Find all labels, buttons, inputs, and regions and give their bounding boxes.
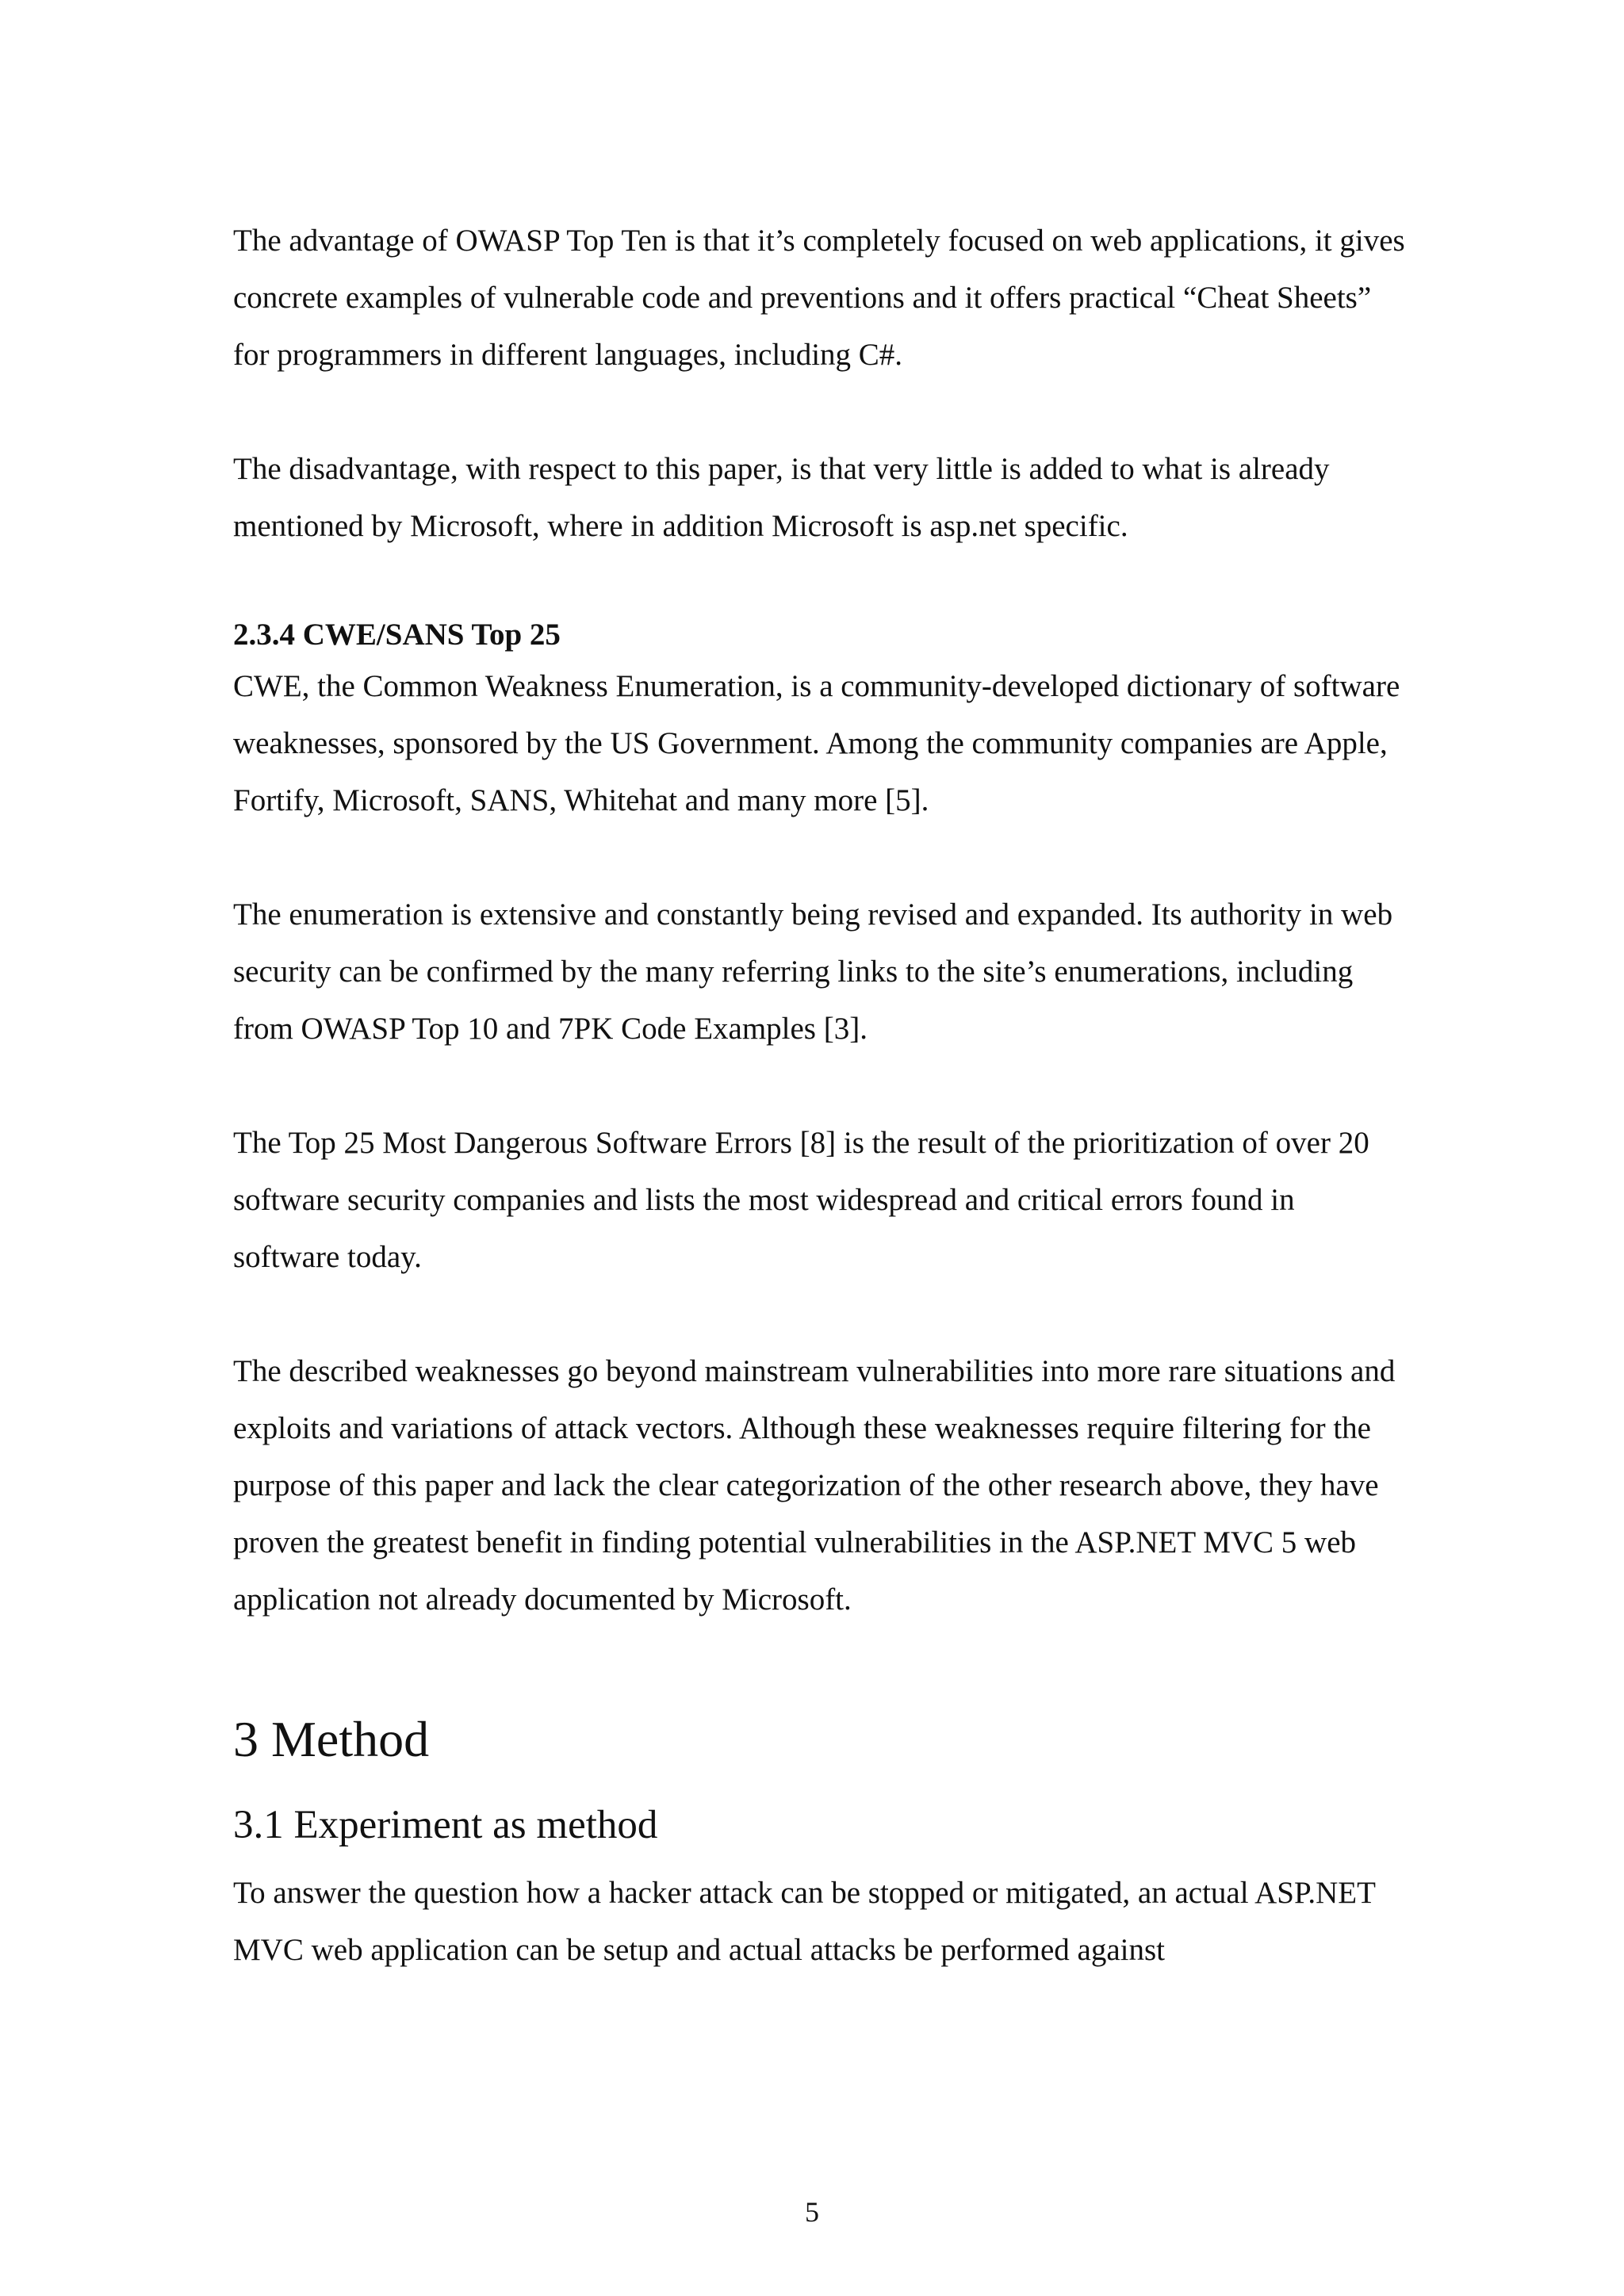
heading-cwe-sans-top-25: 2.3.4 CWE/SANS Top 25 bbox=[233, 618, 561, 652]
section-gap bbox=[233, 1628, 1407, 1708]
paragraph-method-intro: To answer the question how a hacker attack can be stopped or mitigated, an actual ASP.NET MVC web application can be setup and actual attacks be performed against bbox=[233, 1876, 1376, 1967]
paragraph-gap bbox=[233, 555, 1407, 612]
heading-gap bbox=[233, 1850, 1407, 1865]
paragraph-gap bbox=[233, 1286, 1407, 1343]
paragraph-owasp-disadvantage: The disadvantage, with respect to this paper, is that very little is added to what is already mentioned by Microsoft, where in addition Microsoft is asp.net specific. bbox=[233, 452, 1330, 543]
paragraph-cwe-intro: CWE, the Common Weakness Enumeration, is a community-developed dictionary of software weaknesses, sponsored by the US Government. Among the community companies are Apple, Fortify, Microsoft, SANS, Whitehat and many more [5]. bbox=[233, 669, 1400, 817]
heading-method: 3 Method bbox=[233, 1711, 430, 1767]
paragraph-cwe-weaknesses: The described weaknesses go beyond mainstream vulnerabilities into more rare situations and exploits and variations of attack vectors. Although these weaknesses require filtering for the purpose of this paper and lack the clear categorization of the other research above, they have proven the greatest benefit in finding potential vulnerabilities in the ASP.NET MVC 5 web application not already documented by Microsoft. bbox=[233, 1354, 1396, 1617]
paragraph-cwe-enumeration: The enumeration is extensive and constantly being revised and expanded. Its authority in web security can be confirmed by the many referring links to the site’s enumerations, including from OWASP Top 10 and 7PK Code Examples [3]. bbox=[233, 897, 1393, 1046]
page-number: 5 bbox=[805, 2196, 819, 2228]
paragraph-gap bbox=[233, 384, 1407, 441]
heading-experiment-as-method: 3.1 Experiment as method bbox=[233, 1803, 658, 1847]
paragraph-cwe-top25: The Top 25 Most Dangerous Software Errors [8] is the result of the prioritization of over 20 software security companies and lists the most widespread and critical errors found in software today. bbox=[233, 1126, 1369, 1274]
page-content bbox=[233, 212, 1407, 1979]
paragraph-gap bbox=[233, 829, 1407, 886]
paragraph-owasp-advantage: The advantage of OWASP Top Ten is that it’s completely focused on web applications, it gives concrete examples of vulnerable code and preventions and it offers practical “Cheat Sheets” for programmers in different languages, including C#. bbox=[233, 224, 1405, 372]
heading-gap bbox=[233, 1771, 1407, 1800]
paragraph-gap bbox=[233, 1058, 1407, 1115]
